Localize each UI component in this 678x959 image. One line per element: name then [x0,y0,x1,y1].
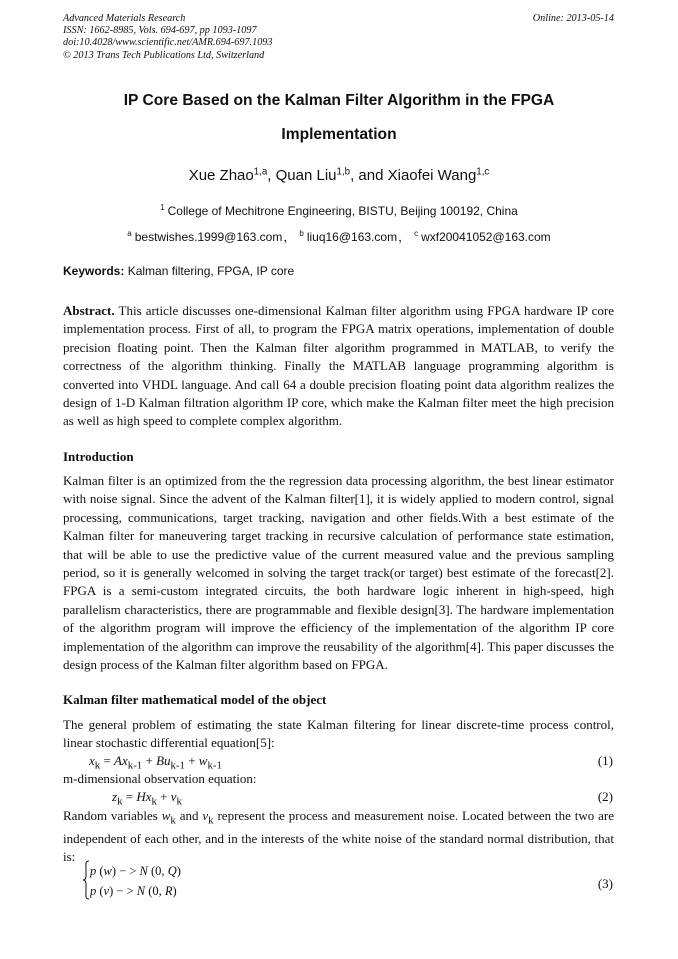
eq3-arrow: − > [119,864,137,878]
author-1: Xue Zhao [188,167,254,184]
keywords [63,264,294,278]
paper-title-line1: IP Core Based on the Kalman Filter Algorithm in the FPGA [123,92,555,109]
eq1-sub: k [94,759,101,772]
abstract-label: Abstract. [63,303,115,318]
equation-2 [112,789,182,808]
eq3-paren: ( [96,884,104,898]
eq1-B: B [156,753,165,768]
journal-header [63,13,272,62]
doi-line[interactable]: doi:10.4028/www.scientific.net/AMR.694-697.1093 [63,37,273,49]
email-c-sup: c [414,229,419,238]
email-a[interactable]: bestwishes.1999@163.com [134,230,283,244]
email-c[interactable]: wxf20041052@163.com [421,230,551,244]
eq3-N: N [136,864,152,878]
noise-v-sub: k [208,814,214,827]
eq2-z: z [112,789,118,804]
noise-w-sub: k [170,814,176,827]
eq3-var: w [103,864,112,878]
journal-name: Advanced Materials Research [63,13,186,24]
eq2-sub: k [151,795,157,808]
abstract [63,302,614,431]
eq3-param: Q [167,864,177,878]
keywords-label: Keywords: [63,264,125,278]
equation-3-row-1 [90,864,181,879]
eq2-x: x [145,789,152,804]
introduction-text: Kalman filter is an optimized from the the regression data processing algorithm, the best linear estimator with noise signal. Since the advent of the Kalman filter[1], it is widely applied to modern control, signal processing, communications, target tracking, navigation and other fields.With a best estimate of the Kalman filter for maneuvering target tracking in recursive calculation of performance state estimation, that will be able to use the predictive value of the current measured value and the previous sampling period, so it is generally welcomed in solving the target track(or target) best estimate of the forecast[2]. FPGA is a semi-custom integrated circuits, the both hardware logic inherent in high-speed, high parallelism characteristics, there are programmable and flexible design[3]. The hardware implementation of the algorithm program will improve the efficiency of the implementation of the algorithm IP core implementation of the algorithm can improve the reusability of the algorithm[4]. This paper discusses the design process of the Kalman filter algorithm based on FPGA. [63,473,614,673]
eq3-paren: ) [172,884,177,898]
author-2-sup: 1,b [336,166,351,178]
noise-w: w [161,808,171,823]
eq3-paren: ) [109,884,117,898]
eq1-sub: k-1 [127,759,143,772]
online-date: Online: 2013-05-14 [532,13,614,24]
eq3-paren: ) [111,864,120,878]
affiliation-text: College of Mechitrone Engineering, BISTU, Beijing 100192, China [167,204,518,218]
equation-1-number: (1) [597,753,613,768]
author-sep-1: , [267,167,276,184]
kalman-model-intro: The general problem of estimating the state Kalman filtering for linear discrete-time process control, linear stochastic differential equation[5]: [63,717,614,751]
eq1-plus: + [142,753,157,768]
eq2-v: v [170,789,177,804]
equation-1 [89,753,222,772]
email-separator: ， [398,230,411,244]
email-b[interactable]: liuq16@163.com [306,230,398,244]
eq1-sub: k-1 [207,759,222,772]
eq1-x2: x [122,753,128,768]
author-list [0,167,678,184]
eq3-var: v [103,884,110,898]
affiliation-sup: 1 [160,203,165,212]
eq2-equals: = [122,789,137,804]
eq3-args: (0, [151,864,168,878]
eq2-sub: k [117,795,123,808]
issn-line: ISSN: 1662-8985, Vols. 694-697, pp 1093-1097 [63,25,257,37]
author-3: Xiaofei Wang [387,167,477,184]
author-emails [0,228,678,245]
eq3-paren: ) [176,864,181,878]
eq2-H: H [136,789,146,804]
equation-3-row-2 [90,884,177,899]
abstract-text: This article discusses one-dimensional Kalman filter algorithm using FPGA hardware IP core implementation process. First of all, to program the FPGA matrix operations, implementation of double precision floating point. Then the Kalman filter algorithm programmed in MATLAB, to verify the correctness of the algorithm thinking. Finally the MATLAB language programming algorithm is converted into VHDL language. And call 64 a double precision floating point data algorithm realizes the design of 1-D Kalman filtration algorithm IP core, which make the Kalman filter meet the high precision as well as high speed to complete complex algorithm. [63,303,615,429]
equation-2-number: (2) [597,789,613,804]
noise-paragraph [63,807,614,867]
noise-text-2: and [175,808,203,823]
copyright-line: © 2013 Trans Tech Publications Ltd, Switzerland [63,49,265,61]
kalman-model-heading: Kalman filter mathematical model of the object [63,692,327,707]
eq2-sub: k [176,795,182,808]
author-1-sup: 1,a [253,166,268,178]
author-3-sup: 1,c [476,166,490,178]
eq1-x: x [89,753,95,768]
author-2: Quan Liu [275,167,337,184]
observation-text: m-dimensional observation equation: [63,771,257,786]
affiliation [0,203,678,218]
eq3-p: p [90,884,97,898]
eq1-A: A [114,753,122,768]
email-separator: ， [283,230,296,244]
eq2-plus: + [156,789,171,804]
eq3-paren: ( [96,864,104,878]
noise-v: v [202,808,209,823]
noise-text-1: Random variables [63,808,162,823]
eq1-plus: + [184,753,199,768]
keywords-text: Kalman filtering, FPGA, IP core [127,264,295,278]
eq3-p: p [90,864,97,878]
equation-3-number: (3) [597,876,613,891]
left-brace-icon [82,860,90,900]
eq3-param: R [164,884,173,898]
email-a-sup: a [127,229,132,238]
eq3-args: (0, [148,884,165,898]
noise-text-3: represent the process and measurement noise. Located between the two are independent of each other, and in the interests of the white noise of the standard normal distribution, that is: [63,808,614,865]
email-b-sup: b [299,229,304,238]
eq1-equals: = [100,753,115,768]
eq1-u: u [164,753,171,768]
introduction-heading: Introduction [63,449,134,464]
paper-title-line2: Implementation [281,126,397,143]
eq1-sub: k-1 [170,759,185,772]
eq1-w: w [198,753,208,768]
eq3-N: N [133,884,149,898]
eq3-arrow: − > [116,884,134,898]
author-sep-2: , and [350,167,388,184]
